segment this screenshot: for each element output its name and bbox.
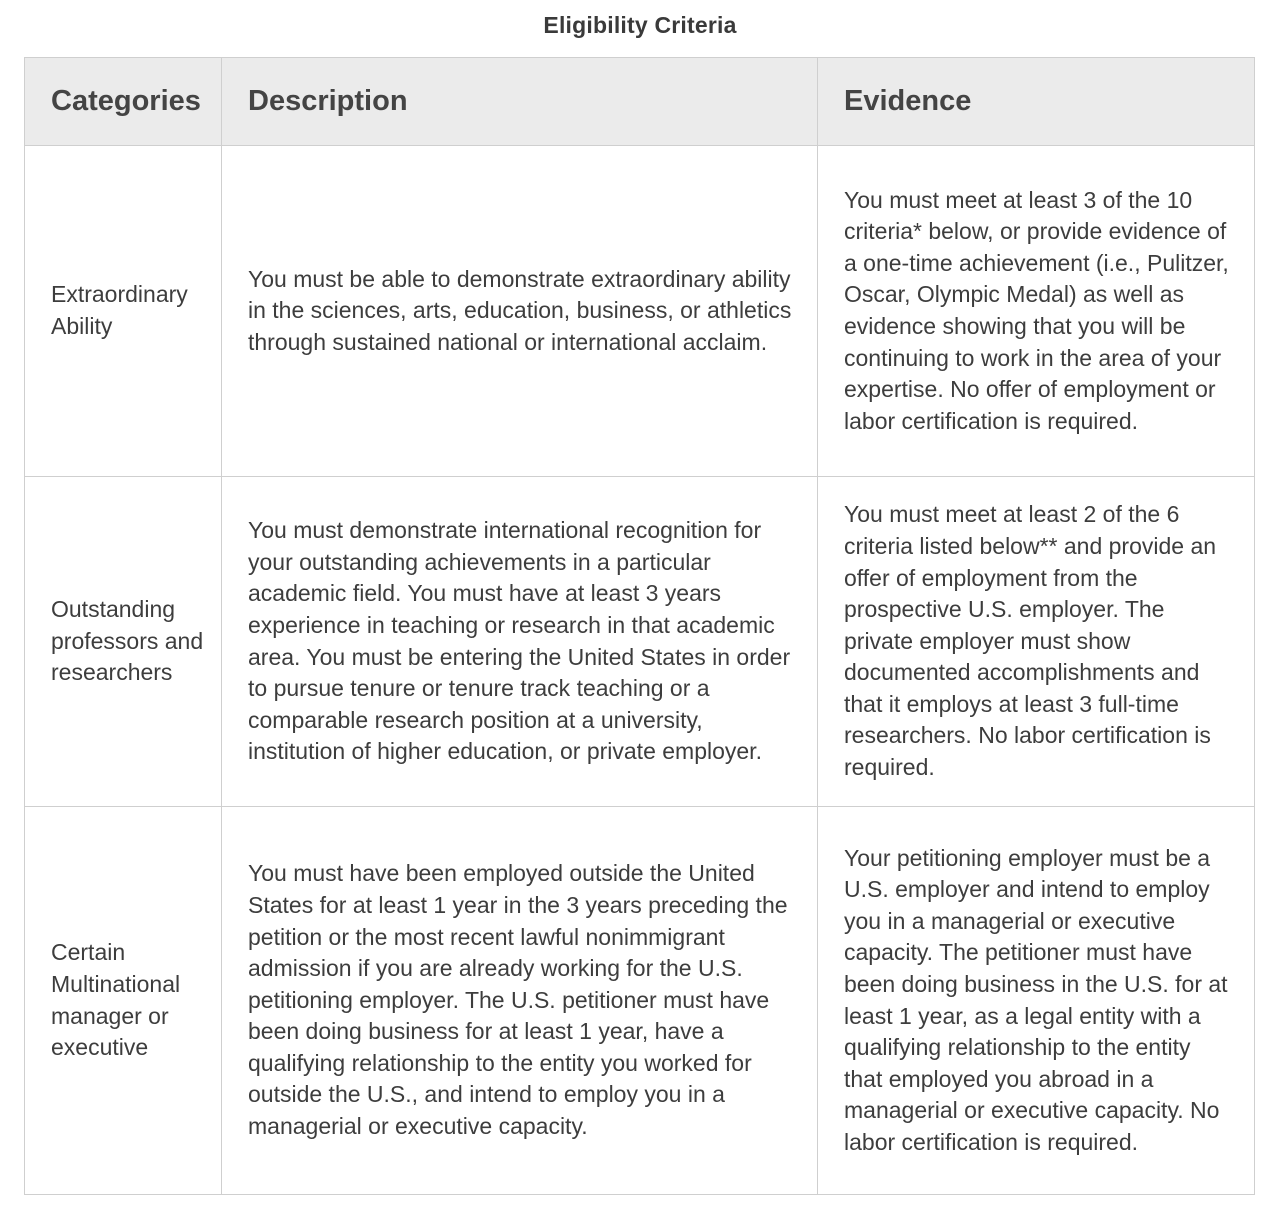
category-cell: Extraordinary Ability [25,146,222,477]
description-cell: You must have been employed outside the United States for at least 1 year in the 3 years preceding the petition or the most recent lawful nonimmigrant admission if you are already working for the U.S. petitioning employer. The U.S. petitioner must have been doing business for at least 1 year, have a qualifying relationship to the entity you worked for outside the U.S., and intend to employ you in a managerial or executive capacity. [222,807,818,1195]
table-header-row [25,58,1255,146]
table-row [25,146,1255,477]
evidence-cell: You must meet at least 2 of the 6 criteria listed below** and provide an offer of employment from the prospective U.S. employer. The private employer must show documented accomplishments and that it employs at least 3 full-time researchers. No labor certification is required. [818,477,1255,807]
description-cell: You must demonstrate international recognition for your outstanding achievements in a particular academic field. You must have at least 3 years experience in teaching or research in that academic area. You must be entering the United States in order to pursue tenure or tenure track teaching or a comparable research position at a university, institution of higher education, or private employer. [222,477,818,807]
description-cell: You must be able to demonstrate extraordinary ability in the sciences, arts, education, business, or athletics through sustained national or international acclaim. [222,146,818,477]
category-cell: Certain Multinational manager or executive [25,807,222,1195]
category-cell: Outstanding professors and researchers [25,477,222,807]
table-caption: Eligibility Criteria [543,12,737,38]
header-categories: Categories [25,58,222,146]
header-evidence: Evidence [818,58,1255,146]
header-description: Description [222,58,818,146]
eligibility-criteria-table [24,57,1255,1195]
table-row [25,807,1255,1195]
evidence-cell: You must meet at least 3 of the 10 criteria* below, or provide evidence of a one-time achievement (i.e., Pulitzer, Oscar, Olympic Medal) as well as evidence showing that you will be continuing to work in the area of your expertise. No offer of employment or labor certification is required. [818,146,1255,477]
table-row [25,477,1255,807]
evidence-cell: Your petitioning employer must be a U.S. employer and intend to employ you in a managerial or executive capacity. The petitioner must have been doing business in the U.S. for at least 1 year, as a legal entity with a qualifying relationship to the entity that employed you abroad in a managerial or executive capacity. No labor certification is required. [818,807,1255,1195]
